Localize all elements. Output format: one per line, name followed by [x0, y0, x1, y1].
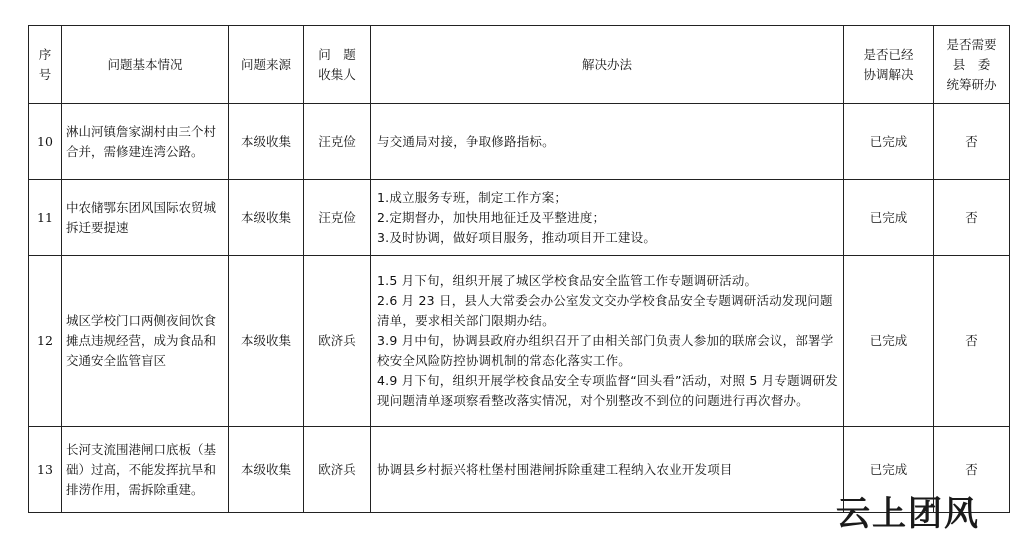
solution-cell: [371, 256, 844, 427]
row-number: 10: [29, 104, 62, 180]
solution-line: 3.及时协调，做好项目服务，推动项目开工建设。: [377, 229, 657, 245]
resolved-status: 已完成: [844, 256, 934, 427]
header-collector: 问 题 收集人: [304, 26, 371, 104]
issue-collector: 欧济兵: [304, 427, 371, 513]
issue-collector: 欧济兵: [304, 256, 371, 427]
issue-source: 本级收集: [229, 180, 304, 256]
resolved-status: 已完成: [844, 104, 934, 180]
issue-description: 长河支流围港闸口底板（基础）过高，不能发挥抗旱和排涝作用，需拆除重建。: [62, 427, 229, 513]
needs-county-coordination: 否: [934, 427, 1010, 513]
solution-cell: [371, 104, 844, 180]
solution-line: 1.成立服务专班，制定工作方案；: [377, 189, 568, 205]
row-number: 13: [29, 427, 62, 513]
header-row: [29, 26, 1010, 104]
issue-source: 本级收集: [229, 104, 304, 180]
table-row: [29, 180, 1010, 256]
issues-table: [28, 25, 1010, 513]
header-basic: 问题基本情况: [62, 26, 229, 104]
needs-county-coordination: 否: [934, 104, 1010, 180]
needs-county-coordination: 否: [934, 180, 1010, 256]
issue-collector: 汪克俭: [304, 104, 371, 180]
solution-line: 4.9 月下旬，组织开展学校食品安全专项监督“回头看”活动，对照 5 月专题调研发现问题清单逐项察看整改落实情况，对个别整改不到位的问题进行再次督办。: [377, 373, 838, 408]
needs-county-coordination: 否: [934, 256, 1010, 427]
watermark-logo: 云上团风: [836, 494, 980, 534]
issue-collector: 汪克俭: [304, 180, 371, 256]
solution-line: 与交通局对接，争取修路指标。: [377, 133, 555, 149]
issue-description: 城区学校门口两侧夜间饮食摊点违规经营，成为食品和交通安全监管盲区: [62, 256, 229, 427]
resolved-status: 已完成: [844, 427, 934, 513]
header-solution: 解决办法: [371, 26, 844, 104]
table-row: [29, 104, 1010, 180]
row-number: 11: [29, 180, 62, 256]
solution-cell: [371, 180, 844, 256]
resolved-status: 已完成: [844, 180, 934, 256]
header-need: 是否需要 县 委 统筹研办: [934, 26, 1010, 104]
issue-description: 中农储鄂东团风国际农贸城拆迁要提速: [62, 180, 229, 256]
header-done: 是否已经 协调解决: [844, 26, 934, 104]
issue-source: 本级收集: [229, 427, 304, 513]
header-source: 问题来源: [229, 26, 304, 104]
header-no: 序号: [29, 26, 62, 104]
solution-cell: [371, 427, 844, 513]
solution-line: 2.定期督办，加快用地征迁及平整进度；: [377, 209, 606, 225]
solution-line: 2.6 月 23 日，县人大常委会办公室发文交办学校食品安全专题调研活动发现问题清单，要求相关部门限期办结。: [377, 293, 833, 328]
solution-line: 3.9 月中旬，协调县政府办组织召开了由相关部门负责人参加的联席会议，部署学校安全风险防控协调机制的常态化落实工作。: [377, 333, 834, 368]
solution-line: 协调县乡村振兴将杜堡村围港闸拆除重建工程纳入农业开发项目: [377, 461, 733, 477]
table-row: [29, 256, 1010, 427]
issue-description: 淋山河镇詹家湖村由三个村合并，需修建连湾公路。: [62, 104, 229, 180]
issue-source: 本级收集: [229, 256, 304, 427]
solution-line: 1.5 月下旬，组织开展了城区学校食品安全监管工作专题调研活动。: [377, 273, 758, 288]
row-number: 12: [29, 256, 62, 427]
